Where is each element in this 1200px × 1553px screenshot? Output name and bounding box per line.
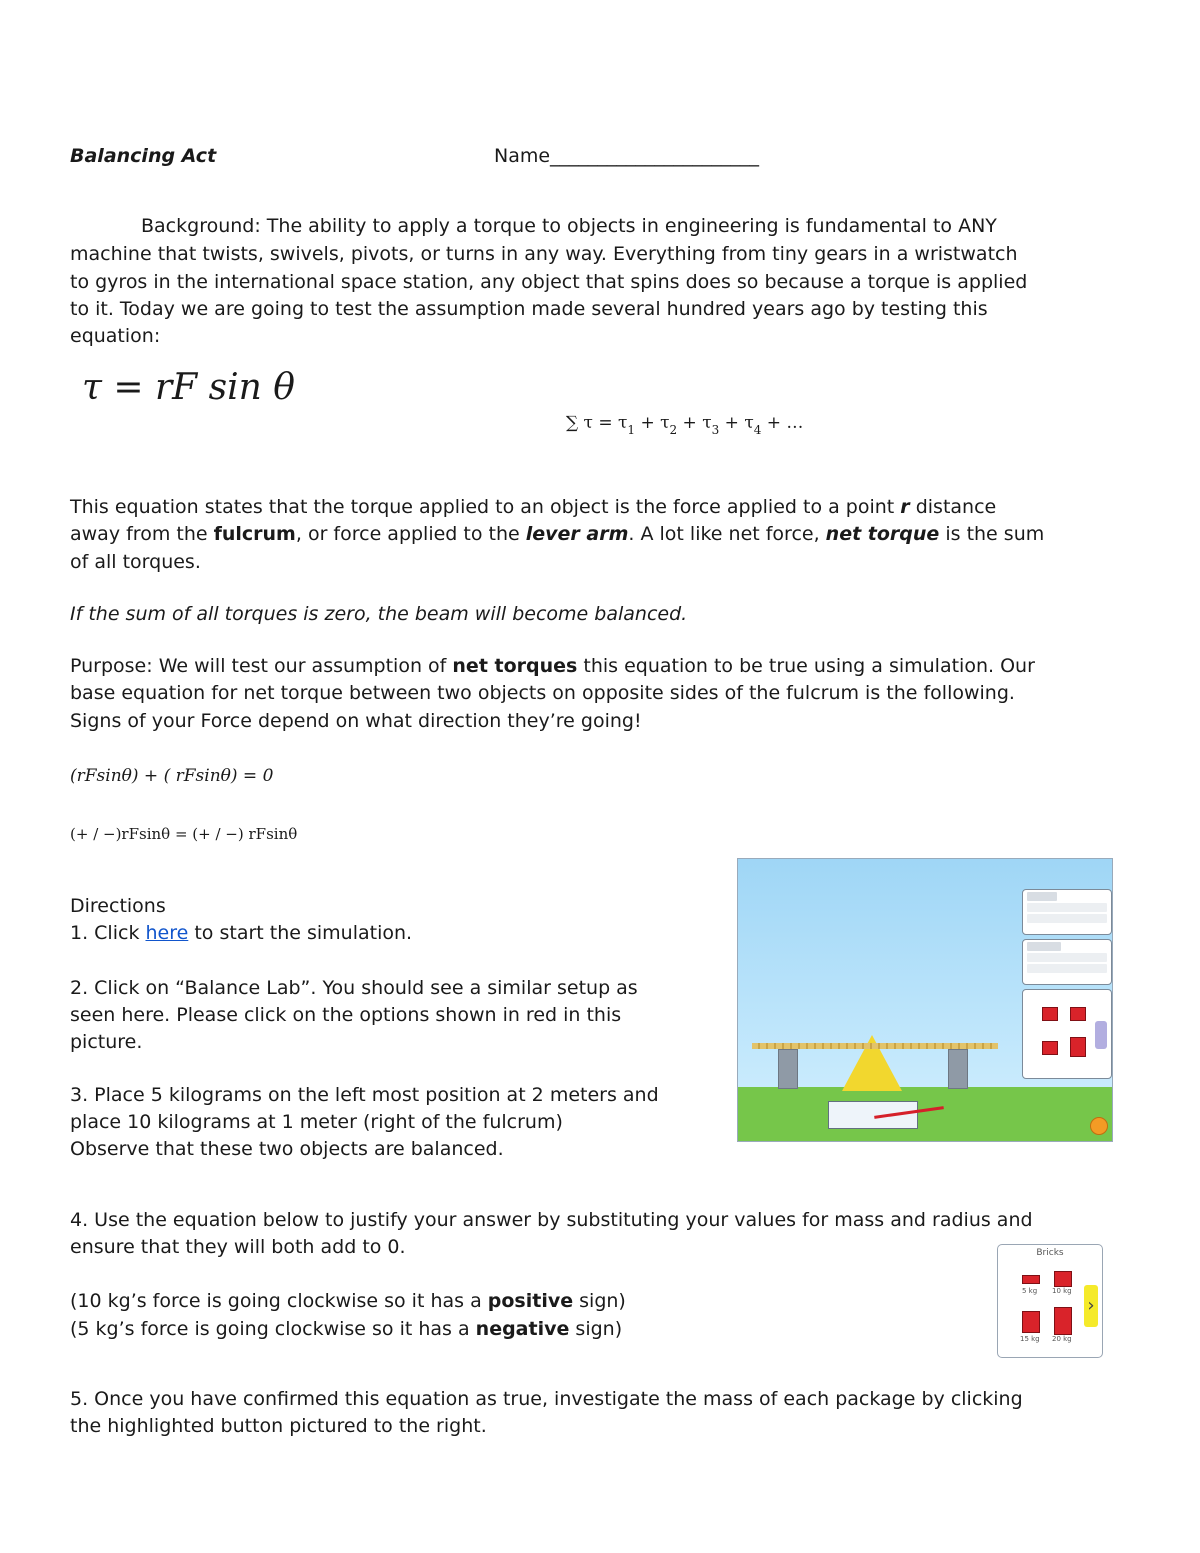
brick-label: 20 kg <box>1052 1335 1072 1343</box>
brick-5kg <box>1022 1275 1040 1284</box>
step-2-line-2: seen here. Please click on the options shown in red in this <box>70 1004 622 1026</box>
explanation-line-1: This equation states that the torque applied to an object is the force applied to a point r distance <box>70 496 997 518</box>
step-4-line-2: ensure that they will both add to 0. <box>70 1236 406 1258</box>
explanation-line-3: of all torques. <box>70 551 201 573</box>
purpose-line-3: Signs of your Force depend on what direction they’re going! <box>70 710 642 732</box>
sim-reset-icon <box>1090 1117 1108 1135</box>
step-3-line-2: place 10 kilograms at 1 meter (right of the fulcrum) <box>70 1111 563 1133</box>
net-torque-equation: (rFsinθ) + ( rFsinθ) = 0 <box>70 766 274 786</box>
sim-position-panel <box>1022 939 1112 985</box>
purpose-line-2: base equation for net torque between two objects on opposite sides of the fulcrum is the following. <box>70 682 1015 704</box>
step-3-line-3: Observe that these two objects are balanced. <box>70 1138 504 1160</box>
sim-mode-toggle <box>828 1101 918 1129</box>
simulation-link[interactable]: here <box>145 922 189 944</box>
step-5-line-1: 5. Once you have confirmed this equation as true, investigate the mass of each package by clicking <box>70 1388 1023 1410</box>
brick-label: 15 kg <box>1020 1335 1040 1343</box>
brick-label: 10 kg <box>1052 1287 1072 1295</box>
name-field-label: Name______________________ <box>494 145 760 167</box>
sim-next-arrow <box>1095 1021 1107 1049</box>
balance-note: If the sum of all torques is zero, the beam will become balanced. <box>70 603 688 625</box>
step-4-sign-positive: (10 kg’s force is going clockwise so it has a positive sign) <box>70 1290 626 1312</box>
directions-heading: Directions <box>70 895 166 917</box>
brick-15kg <box>1022 1311 1040 1333</box>
background-line-1: Background: The ability to apply a torque to objects in engineering is fundamental to ANY <box>141 215 997 237</box>
signed-torque-equation: (+ / −)rFsinθ = (+ / −) rFsinθ <box>70 825 298 843</box>
brick-20kg <box>1054 1307 1072 1335</box>
step-2-line-3: picture. <box>70 1031 143 1053</box>
sum-of-torques-equation: ∑ $\tau = \tau_1 + \tau_2 + \tau_3 + \tau_4$ + … <box>566 413 804 437</box>
sim-ground <box>738 1087 1112 1141</box>
sim-brick <box>1042 1007 1058 1021</box>
bricks-panel-title: Bricks <box>1036 1248 1064 1258</box>
background-line-4: to it. Today we are going to test the assumption made several hundred years ago by testing this <box>70 298 988 320</box>
step-1: 1. Click here to start the simulation. <box>70 922 413 944</box>
highlighted-next-button-icon: › <box>1084 1285 1098 1327</box>
torque-equation: τ = rF sin θ <box>82 367 295 408</box>
purpose-line-1: Purpose: We will test our assumption of net torques this equation to be true using a simulation. Our <box>70 655 1035 677</box>
worksheet-title: Balancing Act <box>70 145 217 167</box>
brick-10kg <box>1054 1271 1072 1287</box>
bricks-panel-screenshot <box>997 1244 1103 1358</box>
sim-brick <box>1070 1037 1086 1057</box>
sim-brick <box>1070 1007 1086 1021</box>
step-3-line-1: 3. Place 5 kilograms on the left most position at 2 meters and <box>70 1084 659 1106</box>
step-2-line-1: 2. Click on “Balance Lab”. You should see a similar setup as <box>70 977 638 999</box>
background-line-3: to gyros in the international space station, any object that spins does so because a torque is applied <box>70 271 1028 293</box>
simulation-screenshot <box>737 858 1113 1142</box>
sim-brick <box>1042 1041 1058 1055</box>
sim-support-right <box>948 1049 968 1089</box>
sim-show-panel <box>1022 889 1112 935</box>
explanation-line-2: away from the fulcrum, or force applied to the lever arm. A lot like net force, net torque is the sum <box>70 523 1045 545</box>
step-4-line-1: 4. Use the equation below to justify your answer by substituting your values for mass and radius and <box>70 1209 1033 1231</box>
sim-support-left <box>778 1049 798 1089</box>
step-4-sign-negative: (5 kg’s force is going clockwise so it has a negative sign) <box>70 1318 623 1340</box>
background-line-2: machine that twists, swivels, pivots, or turns in any way. Everything from tiny gears in a wristwatch <box>70 243 1018 265</box>
step-5-line-2: the highlighted button pictured to the right. <box>70 1415 487 1437</box>
brick-label: 5 kg <box>1022 1287 1038 1295</box>
background-line-5: equation: <box>70 325 161 347</box>
